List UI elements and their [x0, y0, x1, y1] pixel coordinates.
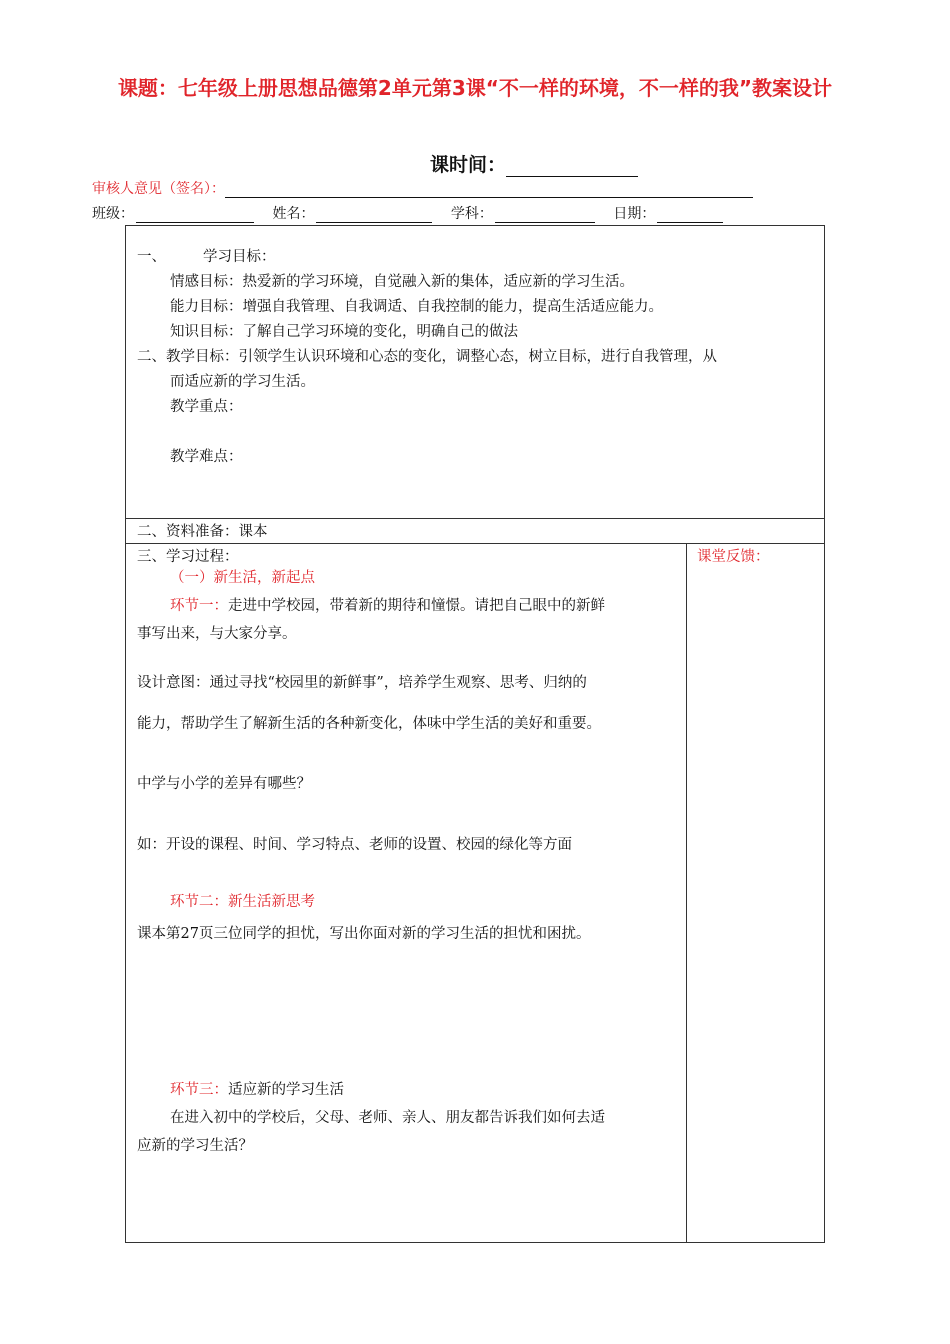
section1-heading: 学习目标：	[203, 249, 276, 265]
materials: 二、资料准备：课本	[137, 524, 268, 540]
step3-title: 适应新的学习生活	[228, 1082, 344, 1098]
reviewer-row	[92, 178, 753, 198]
date-label: 日期：	[613, 206, 656, 222]
difficult-point: 教学难点：	[170, 449, 243, 465]
step3-label: 环节三：	[170, 1082, 228, 1098]
feedback-label: 课堂反馈：	[697, 549, 770, 565]
question: 中学与小学的差异有哪些？	[137, 776, 311, 792]
section1-heading-num: 一、	[137, 249, 166, 265]
subject-label: 学科：	[450, 206, 493, 222]
key-point: 教学重点：	[170, 399, 243, 415]
step3-text: 在进入初中的学校后，父母、老师、亲人、朋友都告诉我们如何去适	[170, 1110, 605, 1126]
reviewer-label: 审核人意见（签名）：	[92, 181, 225, 197]
class-blank[interactable]	[136, 206, 254, 223]
example: 如：开设的课程、时间、学习特点、老师的设置、校园的绿化等方面	[137, 837, 572, 853]
step1-label: 环节一：	[170, 598, 228, 614]
part1-heading: （一）新生活，新起点	[170, 570, 315, 586]
name-label: 姓名：	[272, 206, 315, 222]
step1-text-cont: 事写出来，与大家分享。	[137, 626, 297, 642]
step1-text: 走进中学校园，带着新的期待和憧憬。请把自己眼中的新鲜	[228, 598, 605, 614]
step2-label: 环节二：新生活新思考	[170, 894, 315, 910]
step3	[170, 1078, 344, 1103]
row-divider	[126, 518, 824, 519]
subject-blank[interactable]	[495, 206, 595, 223]
design-intent-cont: 能力，帮助学生了解新生活的各种新变化，体味中学生活的美好和重要。	[137, 716, 601, 732]
lesson-time-label: 课时间：	[430, 154, 507, 176]
info-row	[92, 203, 737, 223]
class-label: 班级：	[92, 206, 134, 222]
step2-text: 课本第27页三位同学的担忧，写出你面对新的学习生活的担忧和困扰。	[137, 926, 591, 942]
emotion-goal: 情感目标：热爱新的学习环境，自觉融入新的集体，适应新的学习生活。	[170, 274, 634, 290]
design-intent: 设计意图：通过寻找“校园里的新鲜事”，培养学生观察、思考、归纳的	[137, 675, 587, 691]
name-blank[interactable]	[316, 206, 432, 223]
lesson-plan-table	[125, 225, 825, 1243]
lesson-time-blank[interactable]	[506, 154, 638, 177]
ability-goal: 能力目标：增强自我管理、自我调适、自我控制的能力，提高生活适应能力。	[170, 299, 663, 315]
page-title: 课题：七年级上册思想品德第2单元第3课“不一样的环境，不一样的我”教案设计	[117, 76, 833, 100]
step3-text-cont: 应新的学习生活？	[137, 1138, 253, 1154]
step1	[170, 594, 605, 619]
lesson-time	[430, 150, 638, 177]
process-heading: 三、学习过程：	[137, 549, 239, 565]
reviewer-signature-blank[interactable]	[225, 181, 753, 198]
date-blank[interactable]	[657, 206, 723, 223]
column-divider	[686, 543, 687, 1242]
teaching-goal: 二、教学目标：引领学生认识环境和心态的变化，调整心态，树立目标，进行自我管理，从	[137, 349, 717, 365]
knowledge-goal: 知识目标：了解自己学习环境的变化，明确自己的做法	[170, 324, 518, 340]
teaching-goal-cont: 而适应新的学习生活。	[170, 374, 315, 390]
